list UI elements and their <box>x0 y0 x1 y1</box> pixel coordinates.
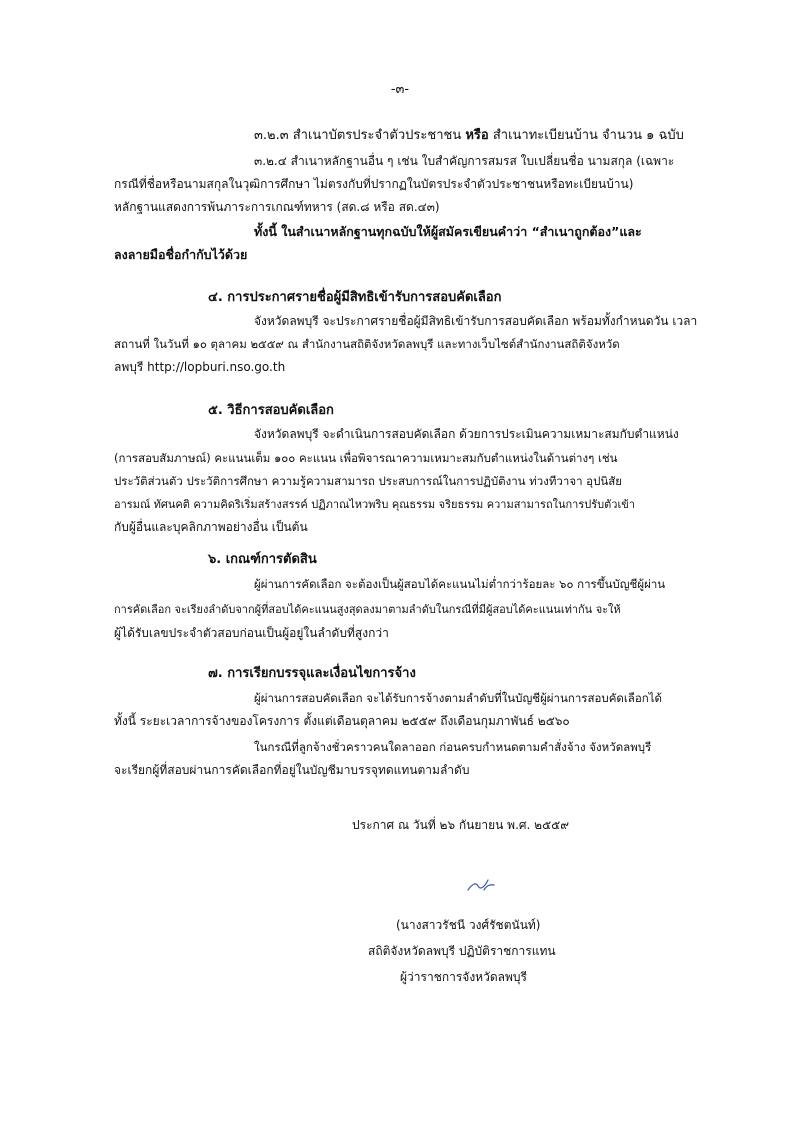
section-7-para-2: ทั้งนี้ ระยะเวลาการจ้างของโครงการ ตั้งแต่เดือนตุลาคม ๒๕๕๙ ถึงเดือนกุมภาพันธ์ ๒๕๖๐ <box>114 714 570 728</box>
section-6-para-1: ผู้ผ่านการคัดเลือก จะต้องเป็นผู้สอบได้คะแนนไม่ต่ำกว่าร้อยละ ๖๐ การขึ้นบัญชีผู้ผ่าน <box>254 577 666 591</box>
section-7-heading: ๗. การเรียกบรรจุและเงื่อนไขการจ้าง <box>208 666 416 681</box>
signer-title-2: ผู้ว่าราชการจังหวัดลพบุรี <box>400 970 527 984</box>
section-4-para-1: จังหวัดลพบุรี จะประกาศรายชื่อผู้มีสิทธิเข้ารับการสอบคัดเลือก พร้อมทั้งกำหนดวัน เวลา <box>254 314 698 328</box>
item-3-2-3-text-b: สำเนาทะเบียนบ้าน จำนวน ๑ ฉบับ <box>492 128 684 143</box>
item-3-2-3-bold-or: หรือ <box>465 128 489 143</box>
section-5-para-1: จังหวัดลพบุรี จะดำเนินการสอบคัดเลือก ด้วยการประเมินความเหมาะสมกับตำแหน่ง <box>254 427 679 441</box>
military-doc-line: หลักฐานแสดงการพ้นภาระการเกณฑ์ทหาร (สด.๘ หรือ สด.๔๓) <box>114 200 440 214</box>
section-5-para-4: อารมณ์ ทัศนคติ ความคิดริเริ่มสร้างสรรค์ ปฏิภาณไหวพริบ คุณธรรม จริยธรรม ความสามารถในการปรับตัวเข้า <box>114 498 635 511</box>
section-6-para-3: ผู้ได้รับเลขประจำตัวสอบก่อนเป็นผู้อยู่ในลำดับที่สูงกว่า <box>114 626 389 640</box>
section-4-para-3: ลพบุรี http://lopburi.nso.go.th <box>114 360 286 374</box>
copy-certify-note-cont: ลงลายมือชื่อกำกับไว้ด้วย <box>114 247 248 262</box>
signer-title: สถิติจังหวัดลพบุรี ปฏิบัติราชการแทน <box>368 944 556 958</box>
section-5-para-3: ประวัติส่วนตัว ประวัติการศึกษา ความรู้ความสามารถ ประสบการณ์ในการปฏิบัติงาน ท่วงทีวาจา อุปนิสัย <box>114 474 623 488</box>
section-4-para-2: สถานที่ ในวันที่ ๑๐ ตุลาคม ๒๕๕๙ ณ สำนักงานสถิติจังหวัดลพบุรี และทางเว็บไซต์สำนักงานสถิติจังหวัด <box>114 337 620 351</box>
copy-certify-note: ทั้งนี้ ในสำเนาหลักฐานทุกฉบับให้ผู้สมัครเขียนคำว่า “สำเนาถูกต้อง”และ <box>254 224 642 239</box>
page-number: -๓- <box>390 82 410 97</box>
signature-mark <box>462 874 502 894</box>
section-6-heading: ๖. เกณฑ์การตัดสิน <box>208 552 317 567</box>
section-4-heading: ๔. การประกาศรายชื่อผู้มีสิทธิเข้ารับการสอบคัดเลือก <box>208 290 502 305</box>
item-3-2-3 <box>254 126 684 145</box>
section-7-para-1: ผู้ผ่านการสอบคัดเลือก จะได้รับการจ้างตามลำดับที่ในบัญชีผู้ผ่านการสอบคัดเลือกได้ <box>254 691 662 705</box>
item-3-2-4-cont: กรณีที่ชื่อหรือนามสกุลในวุฒิการศึกษา ไม่ตรงกับที่ปรากฏในบัตรประจำตัวประชาชนหรือทะเบียนบ้าน) <box>114 177 634 191</box>
item-3-2-3-text: ๓.๒.๓ สำเนาบัตรประจำตัวประชาชน <box>254 128 462 143</box>
section-5-para-5: กับผู้อื่นและบุคลิกภาพอย่างอื่น เป็นต้น <box>114 520 308 534</box>
signer-name: (นางสาวรัชนี วงศ์รัชตนันท์) <box>396 918 541 932</box>
item-3-2-4: ๓.๒.๔ สำเนาหลักฐานอื่น ๆ เช่น ใบสำคัญการสมรส ใบเปลี่ยนชื่อ นามสกุล (เฉพาะ <box>254 154 675 168</box>
announcement-date: ประกาศ ณ วันที่ ๒๖ กันยายน พ.ศ. ๒๕๕๙ <box>352 818 570 832</box>
section-5-heading: ๕. วิธีการสอบคัดเลือก <box>208 403 334 418</box>
section-5-para-2: (การสอบสัมภาษณ์) คะแนนเต็ม ๑๐๐ คะแนน เพื่อพิจารณาความเหมาะสมกับตำแหน่งในด้านต่างๆ เช่น <box>114 451 618 465</box>
section-7-para-3: ในกรณีที่ลูกจ้างชั่วคราวคนใดลาออก ก่อนครบกำหนดตามคำสั่งจ้าง จังหวัดลพบุรี <box>254 740 652 754</box>
section-6-para-2: การคัดเลือก จะเรียงลำดับจากผู้ที่สอบได้คะแนนสูงสุดลงมาตามลำดับในกรณีที่มีผู้สอบได้คะแนนเท่ากัน จะให้ <box>114 603 621 616</box>
section-7-para-4: จะเรียกผู้ที่สอบผ่านการคัดเลือกที่อยู่ในบัญชีมาบรรจุทดแทนตามลำดับ <box>114 763 470 777</box>
